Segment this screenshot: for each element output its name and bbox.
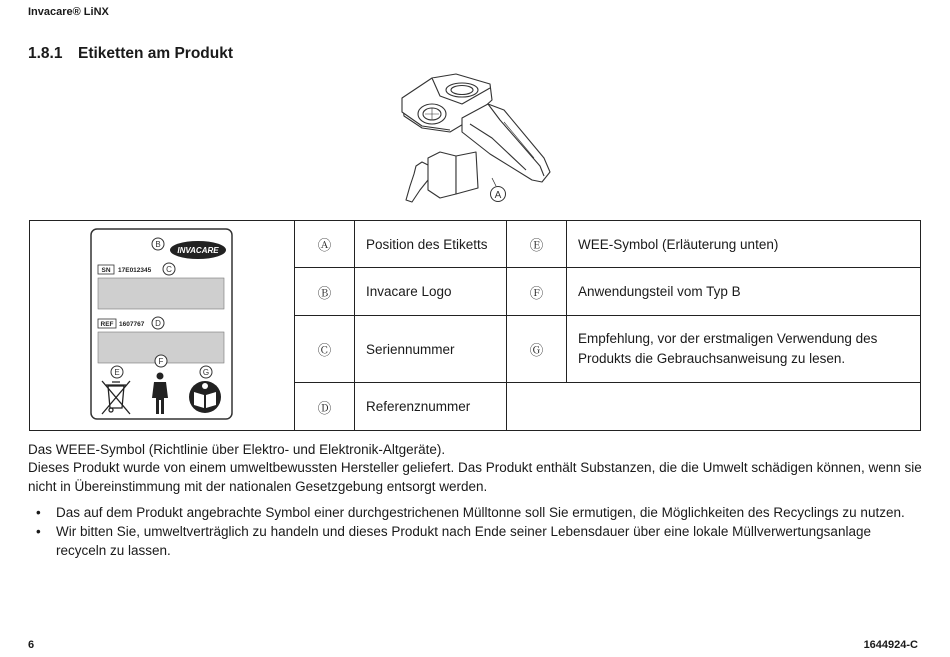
legend-text-c: Seriennummer <box>355 316 507 383</box>
callout-c: C <box>165 264 172 274</box>
legend-letter-e: Ⓔ <box>507 221 567 268</box>
legend-empty-cell <box>507 383 921 431</box>
legend-letter-d: Ⓓ <box>295 383 355 431</box>
device-callout-a: A <box>494 190 502 201</box>
label-figure-cell <box>30 221 295 431</box>
legend-letter-c: Ⓒ <box>295 316 355 383</box>
legend-letter-b: Ⓑ <box>295 268 355 316</box>
callout-g: G <box>202 367 209 377</box>
callout-f: F <box>158 356 163 366</box>
label-legend-table <box>29 220 921 431</box>
serial-barcode-area <box>98 278 224 309</box>
ref-value: 1607767 <box>118 320 144 328</box>
legend-text-d: Referenznummer <box>355 383 507 431</box>
legend-text-f: Anwendungsteil vom Typ B <box>567 268 921 316</box>
legend-letter-g: Ⓖ <box>507 316 567 383</box>
section-title: Etiketten am Produkt <box>78 45 234 62</box>
ref-tag: REF <box>100 320 113 328</box>
legend-letter-a: Ⓐ <box>295 221 355 268</box>
sn-tag: SN <box>100 266 111 274</box>
document-id: 1644924-C <box>863 639 918 651</box>
legend-text-a: Position des Etiketts <box>355 221 507 268</box>
callout-d: D <box>154 318 161 328</box>
legend-text-b: Invacare Logo <box>355 268 507 316</box>
weee-intro-paragraph: Das WEEE-Symbol (Richtlinie über Elektro- und Elektronik-Altgeräte). <box>28 442 446 457</box>
read-manual-icon <box>189 381 221 413</box>
legend-text-e: WEE-Symbol (Erläuterung unten) <box>567 221 921 268</box>
sn-value: 17E012345 <box>117 266 151 274</box>
bullet-text-1: Das auf dem Produkt angebrachte Symbol einer durchgestrichenen Mülltonne soll Sie ermutigen, die Möglichkeiten des Recyclings zu nutzen. <box>56 505 905 520</box>
bullet-text-2: Wir bitten Sie, umweltverträglich zu handeln und dieses Produkt nach Ende seiner Lebensdauer über eine lokale Müllverwertungsanlage recyceln zu lassen. <box>56 524 871 558</box>
list-item: • Wir bitten Sie, umweltverträglich zu handeln und dieses Produkt nach Ende seiner Lebensdauer über eine lokale Müllverwertungsanlage recyceln zu lassen. <box>36 524 871 558</box>
callout-b: B <box>154 239 161 249</box>
weee-explanation-paragraph: Dieses Produkt wurde von einem umweltbewussten Hersteller geliefert. Das Produkt enthält Substanzen, die die Umwelt schädigen können, wenn sie nicht in Übereinstimmung mit der nationalen Gesetzgebung entsorgt werden. <box>28 460 922 494</box>
section-number: 1.8.1 <box>28 45 63 62</box>
product-label-illustration <box>90 228 235 424</box>
recycling-bullet-list <box>28 503 918 560</box>
list-item: • Das auf dem Produkt angebrachte Symbol einer durchgestrichenen Mülltonne soll Sie ermutigen, die Möglichkeiten des Recyclings zu nutzen. <box>36 505 905 520</box>
device-illustration <box>392 70 562 206</box>
running-header: Invacare® LiNX <box>28 6 109 18</box>
legend-text-g: Empfehlung, vor der erstmaligen Verwendung des Produkts die Gebrauchsanweisung zu lesen. <box>567 316 921 383</box>
callout-e: E <box>113 367 120 377</box>
invacare-logo: INVACARE <box>176 245 219 255</box>
section-heading <box>28 45 233 63</box>
legend-letter-f: Ⓕ <box>507 268 567 316</box>
page-number: 6 <box>28 639 35 651</box>
